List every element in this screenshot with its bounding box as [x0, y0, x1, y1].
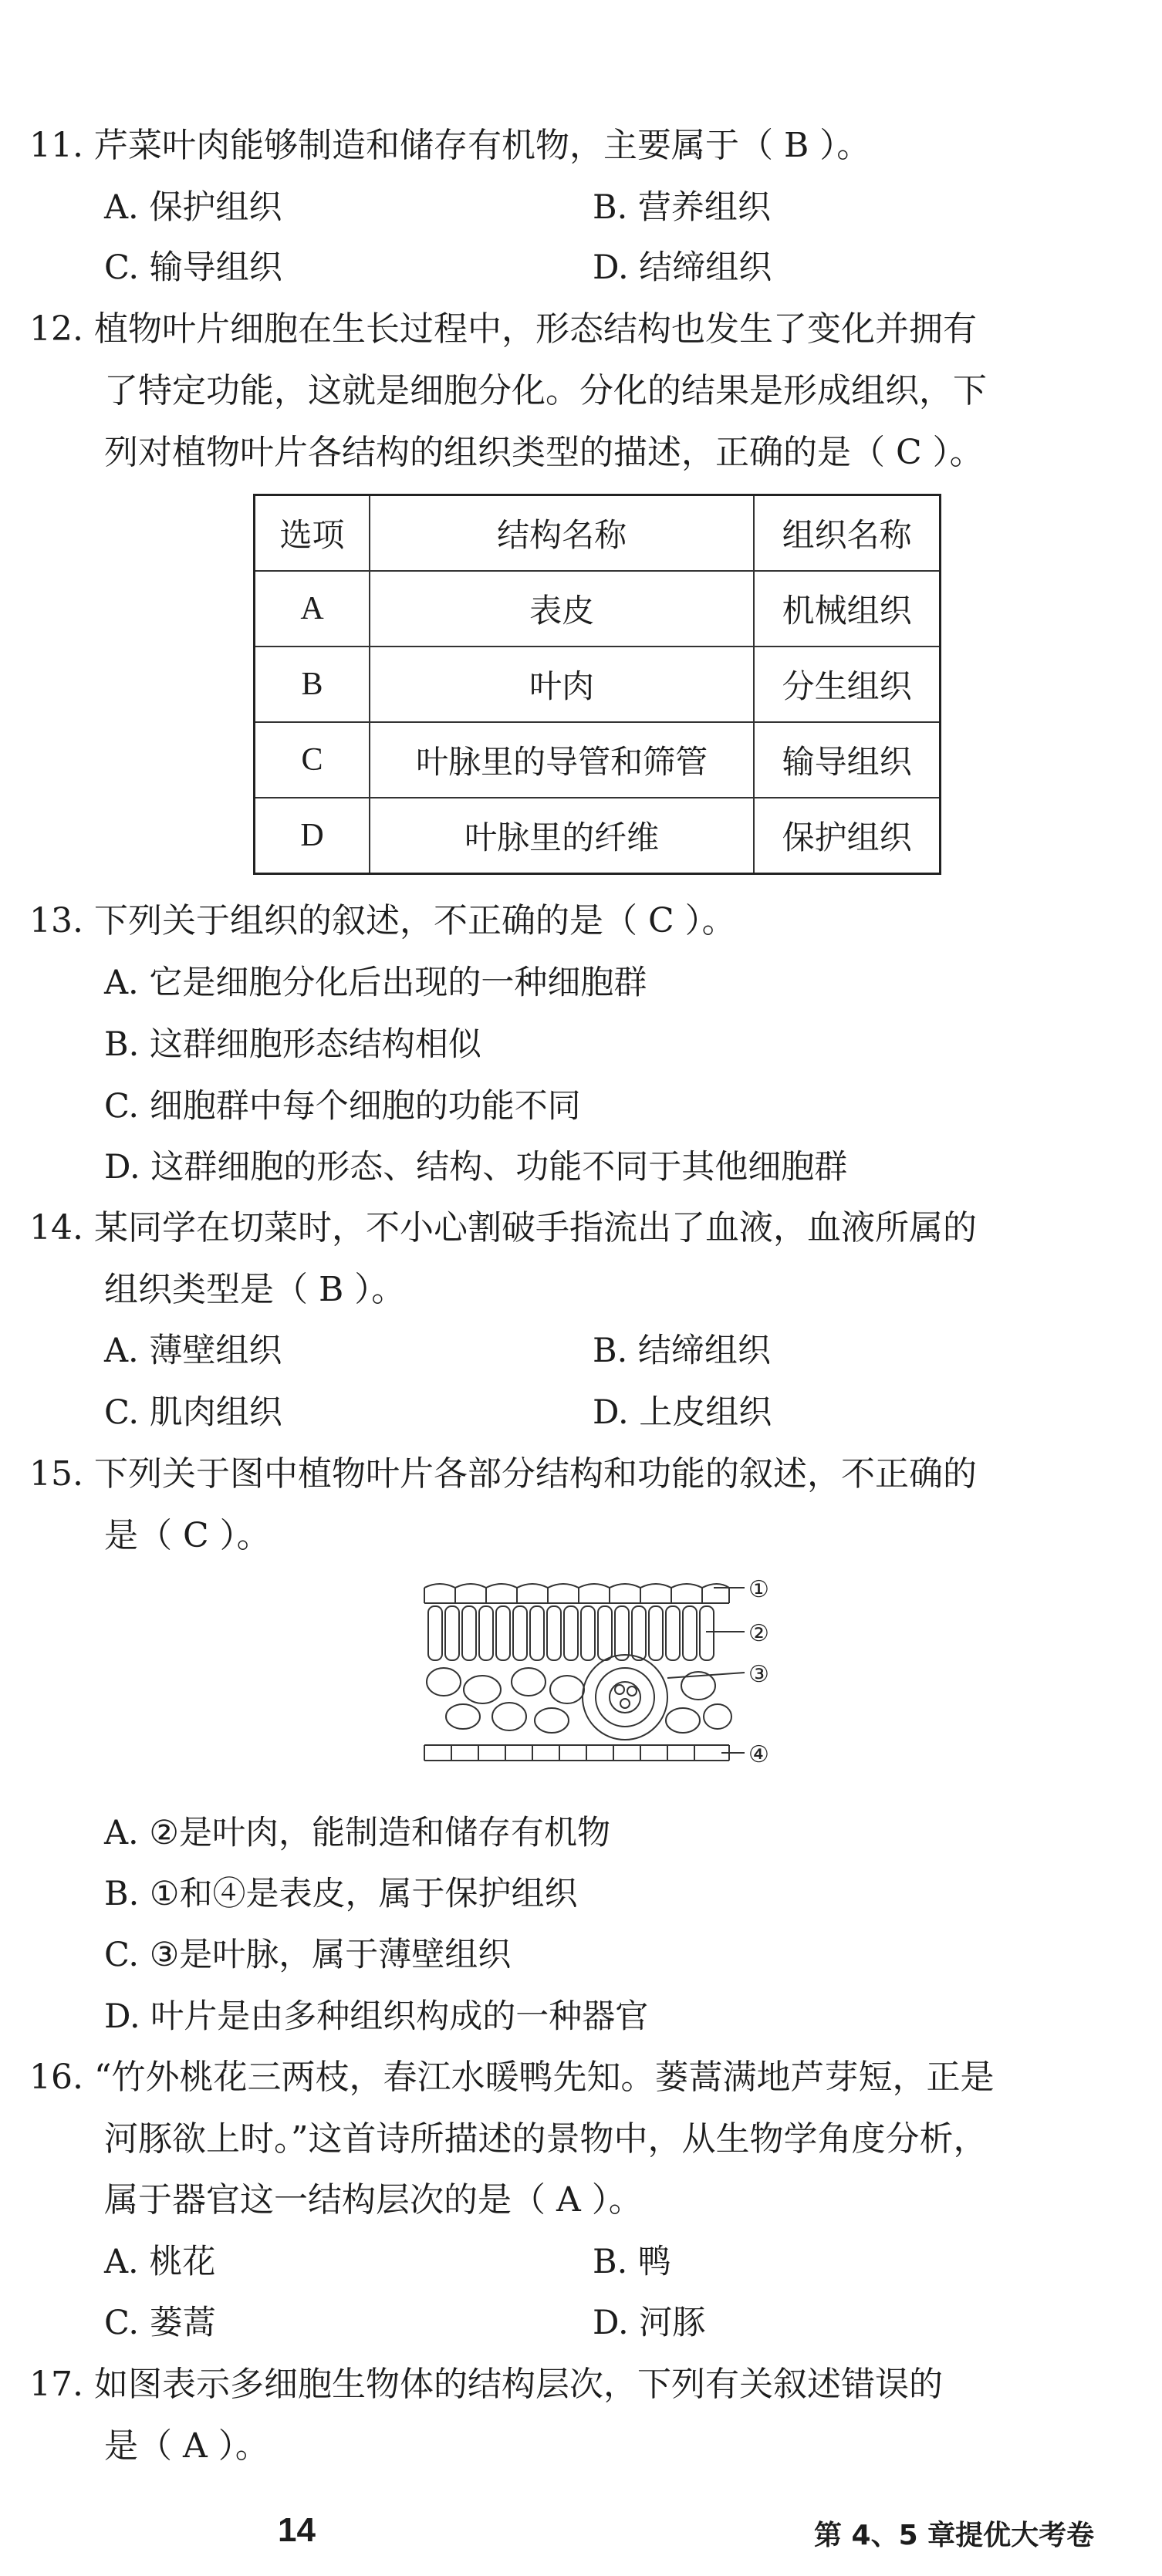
table-row [255, 722, 941, 798]
q16-option-d: D. 河豚 [593, 2304, 706, 2342]
figure-label-4: ④ [748, 1741, 769, 1768]
q14-option-c: C. 肌肉组织 [104, 1393, 282, 1432]
q16-option-b: B. 鸭 [593, 2243, 671, 2281]
question-15-line-1: 15. 下列关于图中植物叶片各部分结构和功能的叙述，不正确的 [29, 1454, 977, 1494]
question-11-stem: 11. 芹菜叶肉能够制造和储存有机物，主要属于（ B ）。 [29, 126, 871, 165]
table-cell: 保护组织 [754, 798, 940, 874]
q15-option-d: D. 叶片是由多种组织构成的一种器官 [104, 1997, 649, 2036]
table-cell: 叶肉 [370, 647, 754, 722]
question-16-line-2: 河豚欲上时。”这首诗所描述的景物中，从生物学角度分析， [104, 2119, 988, 2159]
q15-option-c: C. ③是叶脉，属于薄壁组织 [104, 1936, 512, 1974]
figure-label-3: ③ [748, 1661, 769, 1688]
question-16-line-3: 属于器官这一结构层次的是（ A ）。 [104, 2180, 643, 2220]
table-row [255, 798, 941, 874]
table-header: 组织名称 [754, 495, 940, 572]
table-cell: B [255, 647, 370, 722]
figure-label-1: ① [748, 1576, 769, 1603]
question-12-line-2: 了特定功能，这就是细胞分化。分化的结果是形成组织，下 [104, 371, 987, 410]
table-row [255, 571, 941, 647]
table-cell: A [255, 571, 370, 647]
table-cell: 表皮 [370, 571, 754, 647]
table-cell: 叶脉里的导管和筛管 [370, 722, 754, 798]
q15-option-b: B. ①和④是表皮，属于保护组织 [104, 1875, 578, 1913]
q11-option-b: B. 营养组织 [593, 188, 771, 227]
table-header: 选项 [255, 495, 370, 572]
table-cell: D [255, 798, 370, 874]
table-header: 结构名称 [370, 495, 754, 572]
q16-option-c: C. 蒌蒿 [104, 2304, 216, 2342]
table-cell: C [255, 722, 370, 798]
leaf-cross-section-figure [421, 1574, 791, 1774]
q13-option-d: D. 这群细胞的形态、结构、功能不同于其他细胞群 [104, 1148, 848, 1187]
q16-option-a: A. 桃花 [104, 2243, 216, 2281]
figure-label-2: ② [748, 1620, 769, 1647]
table-cell: 机械组织 [754, 571, 940, 647]
q14-option-b: B. 结缔组织 [593, 1332, 771, 1370]
q14-option-d: D. 上皮组织 [593, 1393, 772, 1432]
question-17-line-1: 17. 如图表示多细胞生物体的结构层次，下列有关叙述错误的 [29, 2365, 943, 2404]
table-cell: 分生组织 [754, 647, 940, 722]
tissue-table [253, 494, 941, 875]
question-13-stem: 13. 下列关于组织的叙述，不正确的是（ C ）。 [29, 901, 736, 940]
table-cell: 输导组织 [754, 722, 940, 798]
question-14-line-2: 组织类型是（ B ）。 [104, 1270, 406, 1309]
footer-title: 第 4、5 章提优大考卷 [814, 2520, 1095, 2551]
q11-option-c: C. 输导组织 [104, 248, 282, 287]
q14-option-a: A. 薄壁组织 [104, 1332, 282, 1370]
question-12-line-1: 12. 植物叶片细胞在生长过程中，形态结构也发生了变化并拥有 [29, 309, 977, 349]
table-cell: 叶脉里的纤维 [370, 798, 754, 874]
q15-option-a: A. ②是叶肉，能制造和储存有机物 [104, 1814, 610, 1852]
q11-option-a: A. 保护组织 [104, 188, 282, 227]
question-14-line-1: 14. 某同学在切菜时，不小心割破手指流出了血液，血液所属的 [29, 1208, 977, 1247]
table-header-row [255, 495, 941, 572]
question-16-line-1: 16. “竹外桃花三两枝，春江水暖鸭先知。蒌蒿满地芦芽短，正是 [29, 2058, 995, 2097]
question-12-line-3: 列对植物叶片各结构的组织类型的描述，正确的是（ C ）。 [104, 433, 984, 472]
q11-option-d: D. 结缔组织 [593, 248, 772, 287]
q13-option-b: B. 这群细胞形态结构相似 [104, 1025, 481, 1064]
page-number: 14 [278, 2511, 316, 2549]
q13-option-c: C. 细胞群中每个细胞的功能不同 [104, 1087, 581, 1126]
question-17-line-2: 是（ A ）。 [104, 2426, 269, 2466]
q13-option-a: A. 它是细胞分化后出现的一种细胞群 [104, 964, 647, 1002]
table-row [255, 647, 941, 722]
question-15-line-2: 是（ C ）。 [104, 1516, 271, 1555]
